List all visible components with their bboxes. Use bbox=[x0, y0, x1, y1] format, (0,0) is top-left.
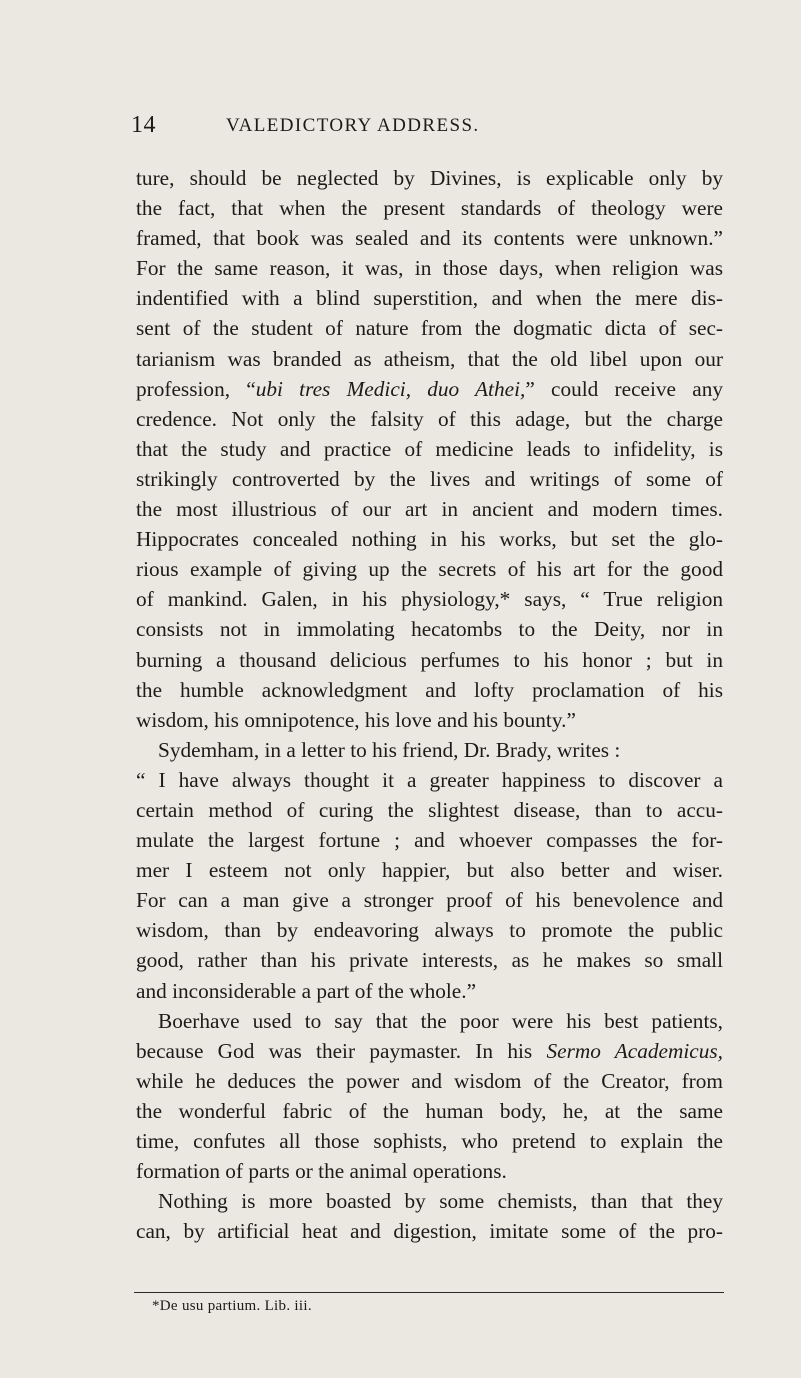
text-line: the fact, that when the present standards of theology were bbox=[136, 196, 723, 221]
page-header bbox=[0, 108, 801, 144]
text-line: of mankind. Galen, in his physiology,* says, “ True religion bbox=[136, 587, 723, 612]
running-head: VALEDICTORY ADDRESS. bbox=[226, 115, 480, 136]
text-run: because God was their paymaster. In his bbox=[136, 1038, 547, 1063]
text-line: formation of parts or the animal operations. bbox=[136, 1159, 507, 1184]
text-line: ture, should be neglected by Divines, is explicable only by bbox=[136, 166, 723, 190]
text-run: profession, “ bbox=[136, 376, 256, 401]
text-line: rious example of giving up the secrets of his art for the good bbox=[136, 557, 723, 582]
text-line: strikingly controverted by the lives and writings of some of bbox=[136, 466, 723, 491]
page-number: 14 bbox=[131, 112, 156, 138]
text-line: certain method of curing the slightest disease, than to accu- bbox=[136, 797, 723, 822]
text-line: that the study and practice of medicine leads to infidelity, is bbox=[136, 436, 723, 461]
text-line: the humble acknowledgment and lofty proclamation of his bbox=[136, 677, 723, 702]
text-line: Nothing is more boasted by some chemists, than that they bbox=[158, 1189, 723, 1214]
text-line: Sydemham, in a letter to his friend, Dr. Brady, writes : bbox=[158, 737, 621, 762]
text-line: Hippocrates concealed nothing in his works, but set the glo- bbox=[136, 527, 723, 552]
footnote: *De usu partium. Lib. iii. bbox=[152, 1298, 312, 1314]
footnote-rule bbox=[134, 1292, 724, 1293]
text-line: credence. Not only the falsity of this adage, but the charge bbox=[136, 406, 723, 431]
text-line: indentified with a blind superstition, and when the mere dis- bbox=[136, 286, 723, 311]
text-line: while he deduces the power and wisdom of the Creator, from bbox=[136, 1068, 723, 1093]
text-line: tarianism was branded as atheism, that the old libel upon our bbox=[136, 346, 723, 371]
text-line: time, confutes all those sophists, who pretend to explain the bbox=[136, 1129, 723, 1153]
text-line: wisdom, than by endeavoring always to promote the public bbox=[136, 918, 723, 943]
text-line: and inconsiderable a part of the whole.” bbox=[136, 978, 477, 1003]
latin-adage: ubi tres Medici, duo Athei, bbox=[255, 376, 526, 401]
text-line: burning a thousand delicious perfumes to his honor ; but in bbox=[136, 647, 723, 672]
text-line: consists not in immolating hecatombs to the Deity, nor in bbox=[136, 617, 723, 642]
text-line: For the same reason, it was, in those days, when religion was bbox=[136, 256, 723, 281]
text-line: sent of the student of nature from the dogmatic dicta of sec- bbox=[136, 316, 723, 341]
body-text bbox=[136, 163, 723, 1246]
text-line: the most illustrious of our art in ancient and modern times. bbox=[136, 497, 723, 522]
text-line bbox=[136, 1036, 723, 1066]
text-line: the wonderful fabric of the human body, he, at the same bbox=[136, 1098, 723, 1123]
text-line: mulate the largest fortune ; and whoever compasses the for- bbox=[136, 828, 723, 853]
text-line: mer I esteem not only happier, but also better and wiser. bbox=[136, 858, 723, 883]
text-line: framed, that book was sealed and its contents were unknown.” bbox=[136, 226, 723, 251]
text-run: ” could receive any bbox=[525, 376, 723, 401]
text-line bbox=[136, 374, 723, 404]
text-line: For can a man give a stronger proof of his benevolence and bbox=[136, 888, 723, 913]
book-title: Sermo Academicus, bbox=[546, 1038, 724, 1063]
text-line: good, rather than his private interests, as he makes so small bbox=[136, 948, 723, 973]
text-line: Boerhave used to say that the poor were his best patients, bbox=[158, 1008, 723, 1033]
text-line: can, by artificial heat and digestion, imitate some of the pro- bbox=[136, 1219, 723, 1244]
text-line: wisdom, his omnipotence, his love and his bounty.” bbox=[136, 707, 576, 732]
text-line: “ I have always thought it a greater happiness to discover a bbox=[136, 767, 723, 792]
